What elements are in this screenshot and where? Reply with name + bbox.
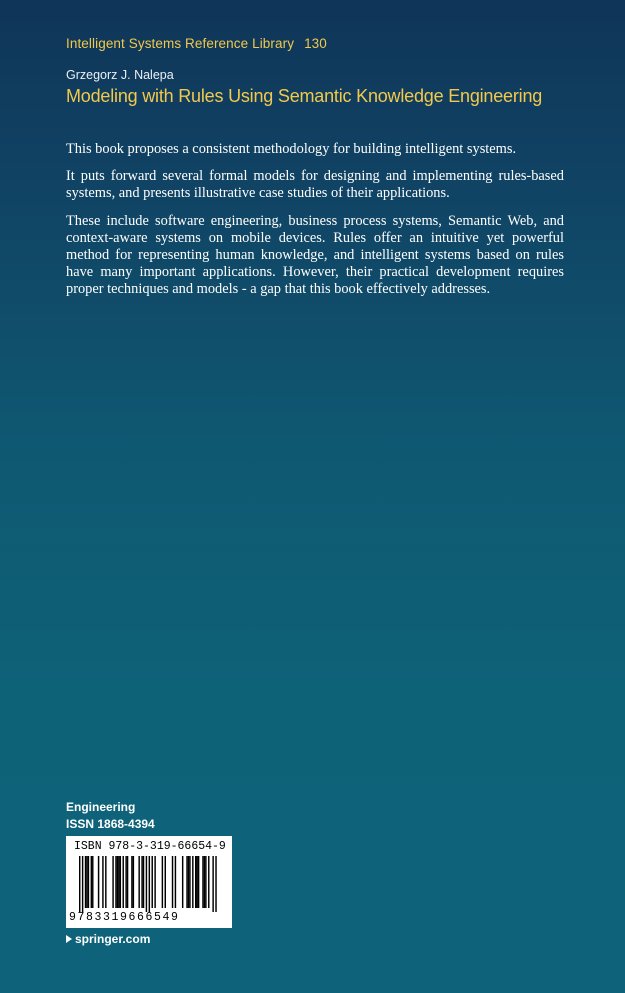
barcode-bar <box>88 856 89 908</box>
barcode-bar <box>154 856 155 908</box>
book-description <box>66 141 564 309</box>
series-name: Intelligent Systems Reference Library <box>66 36 295 51</box>
barcode-bar <box>172 856 173 908</box>
issn-number: ISSN 1868-4394 <box>66 817 155 831</box>
barcode-bar <box>149 856 150 912</box>
barcode-bar <box>215 856 216 912</box>
barcode-bar <box>86 856 87 908</box>
barcode-bar <box>202 856 203 908</box>
barcode-bar <box>205 856 206 908</box>
subject-category: Engineering <box>66 800 136 814</box>
isbn-label: ISBN 978-3-319-66654-9 <box>74 840 226 853</box>
barcode-bar <box>204 856 205 908</box>
barcode-bar <box>105 856 106 908</box>
barcode-bar <box>192 856 193 908</box>
barcode-bar <box>152 856 153 908</box>
barcode-bar <box>195 856 196 908</box>
description-paragraph-3: These include software engineering, business process systems, Semantic Web, and context-aware systems on mobile devices. Rules offer an intuitive yet powerful method for representing human knowledge, and intelligent systems based on rules have many important applications. However, their practical development requires proper techniques and models - a gap that this book effectively addresses. <box>66 212 564 298</box>
barcode-bar <box>102 856 103 908</box>
barcode-bar <box>146 856 147 912</box>
series-number: 130 <box>304 36 327 51</box>
barcode-bars <box>79 856 221 914</box>
barcode-bar <box>112 856 113 908</box>
barcode-bar <box>196 856 197 908</box>
barcode-bar <box>212 856 213 912</box>
barcode-bar <box>79 856 80 912</box>
barcode-bar <box>92 856 93 908</box>
arrow-right-icon <box>66 935 72 943</box>
barcode-bar <box>91 856 92 908</box>
barcode-bar <box>138 856 139 908</box>
barcode-bar <box>117 856 118 908</box>
publisher-website <box>66 932 150 946</box>
barcode-bar <box>118 856 119 908</box>
book-title: Modeling with Rules Using Semantic Knowledge Engineering <box>66 86 543 106</box>
barcode-bar <box>127 856 128 908</box>
isbn-barcode <box>66 836 232 928</box>
description-paragraph-1: This book proposes a consistent methodology for building intelligent systems. <box>66 141 517 157</box>
barcode-bar <box>208 856 209 908</box>
barcode-bar <box>186 856 187 908</box>
author-name: Grzegorz J. Nalepa <box>66 68 174 82</box>
barcode-bar <box>175 856 176 908</box>
barcode-bar <box>115 856 116 908</box>
barcode-bar <box>120 856 121 908</box>
barcode-bar <box>123 856 124 908</box>
barcode-bar <box>188 856 189 908</box>
barcode-bar <box>131 856 132 908</box>
publisher-website-text: springer.com <box>75 932 151 946</box>
barcode-bar <box>165 856 166 908</box>
barcode-digits: 9783319666549 <box>69 911 180 924</box>
description-paragraph-2: It puts forward several formal models for designing and implementing rules-based systems, and presents illustrative case studies of their applications. <box>66 168 564 202</box>
barcode-bar <box>198 856 199 908</box>
barcode-bar <box>82 856 83 912</box>
barcode-bar <box>125 856 126 908</box>
barcode-bar <box>85 856 86 908</box>
barcode-bar <box>162 856 163 908</box>
barcode-bar <box>143 856 144 908</box>
barcode-bar <box>141 856 142 908</box>
barcode-bar <box>98 856 99 908</box>
barcode-bar <box>133 856 134 908</box>
series-line <box>66 36 327 51</box>
barcode-bar <box>189 856 190 908</box>
barcode-bar <box>182 856 183 908</box>
